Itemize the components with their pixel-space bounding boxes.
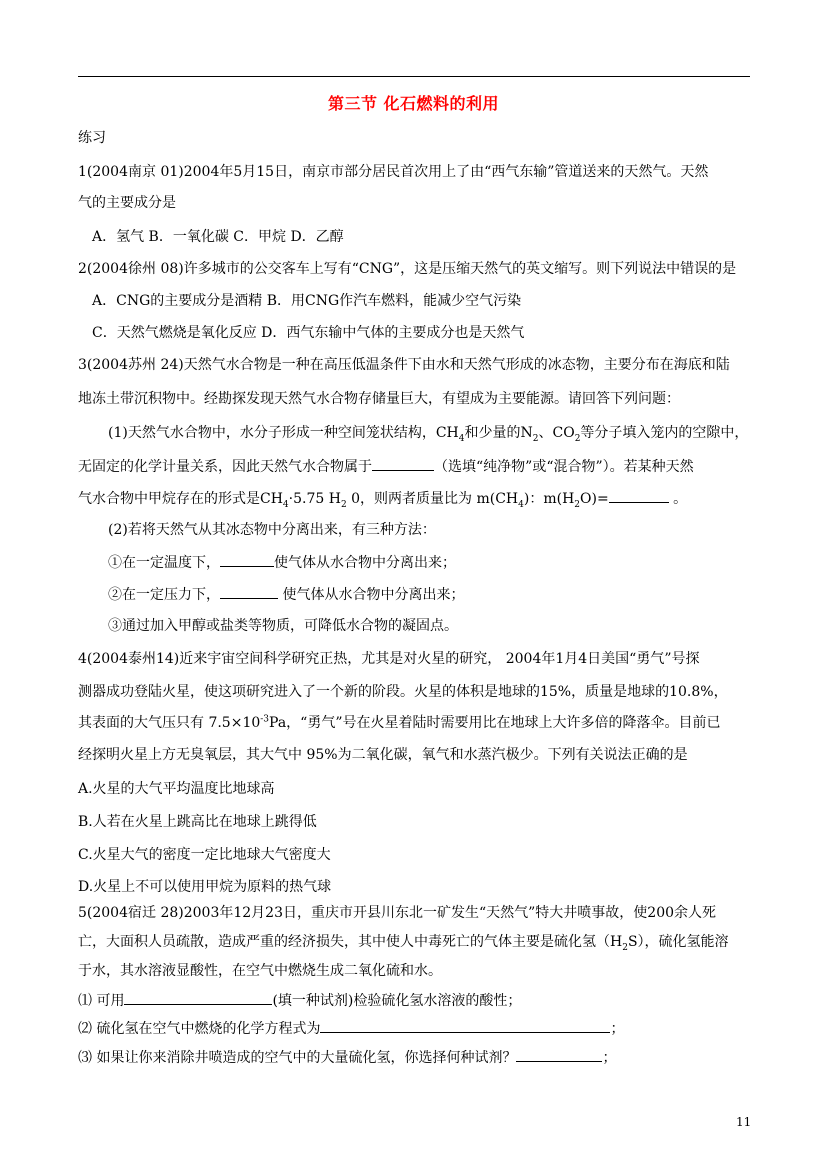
q4-line3-text-a: 其表面的大气压只有 7.5×10	[78, 715, 261, 731]
q3-line1: 3(2004苏州 24)天然气水合物是一种在高压低温条件下由水和天然气形成的冰态物，主要分布在海底和陆	[78, 357, 730, 373]
q3-p2-text-a: 无固定的化学计量关系，因此天然气水合物属于	[78, 459, 372, 475]
q3-part1-line3	[78, 488, 687, 508]
q2-options-cd: C．天然气燃烧是氧化反应 D．西气东输中气体的主要成分也是天然气	[92, 325, 525, 341]
answer-blank-equation[interactable]	[320, 1018, 610, 1033]
q3-p3-sub-2a: 2	[340, 499, 347, 510]
page-number: 11	[736, 1115, 752, 1129]
q3-method1	[108, 552, 456, 572]
q5-s3-text-b: ；	[602, 1050, 617, 1066]
section-label: 练习	[78, 130, 106, 146]
q3-p2-text-b: （选填“纯净物”或“混合物”）。若某种天然	[434, 459, 694, 475]
q3-p3-sub-4a: 4	[282, 499, 289, 510]
q1-options: A．氢气 B．一氧化碳 C．甲烷 D．乙醇	[92, 229, 344, 245]
q5-line1: 5(2004宿迁 28)2003年12月23日，重庆市开县川东北一矿发生“天然气”特大井喷事故，使200余人死	[78, 905, 717, 921]
q1-line1: 1(2004南京 01)2004年5月15日，南京市部分居民首次用上了由“西气东输”管道送来的天然气。天然	[78, 164, 709, 180]
page-title: 第三节 化石燃料的利用	[327, 94, 500, 113]
q3-p3-sub-2b: 2	[574, 499, 581, 510]
q4-line3	[78, 713, 721, 733]
q3-m2-text-a: ②在一定压力下，	[108, 587, 220, 603]
q1-line2: 气的主要成分是	[78, 195, 176, 211]
q3-m1-text-a: ①在一定温度下，	[108, 555, 220, 571]
q5-s2-text-b: ；	[610, 1021, 625, 1037]
q3-p3-text-b: ·5.75 H	[288, 491, 341, 507]
q5-sub1	[78, 990, 521, 1010]
answer-blank-mass-ratio[interactable]	[609, 488, 669, 503]
q5-s1-text-b: (填一种试剂)检验硫化氢水溶液的酸性；	[272, 993, 522, 1009]
q5-s3-text-a: ⑶ 如果让你来消除井喷造成的空气中的大量硫化氢，你选择何种试剂？	[78, 1050, 517, 1066]
q3-m2-text-b: 使气体从水合物中分离出来；	[278, 587, 465, 603]
q4-line4: 经探明火星上方无臭氧层，其大气中 95%为二氧化碳，氧气和水蒸汽极少。下列有关说法正确的是	[78, 747, 688, 763]
q4-option-c: C.火星大气的密度一定比地球大气密度大	[78, 847, 331, 863]
q3-p3-text-e: O)=	[580, 491, 609, 507]
answer-blank-reagent[interactable]	[124, 990, 272, 1005]
q3-p1-text-d: 等分子填入笼内的空隙中，	[580, 425, 749, 441]
q5-s2-text-a: ⑵ 硫化氢在空气中燃烧的化学方程式为	[78, 1021, 321, 1037]
answer-blank-substance-type[interactable]	[372, 456, 434, 471]
q3-p1-sub-4: 4	[458, 433, 465, 444]
q5-line2-text-b: S），硫化氢能溶	[627, 934, 729, 950]
q3-p3-text-a: 气水合物中甲烷存在的形式是CH	[78, 491, 283, 507]
q5-line2-sub-2: 2	[622, 942, 628, 953]
q3-p3-text-c: 0，则两者质量比为 m(CH	[346, 491, 519, 507]
q3-part1-line1	[108, 423, 748, 443]
q4-option-d: D.火星上不可以使用甲烷为原料的热气球	[78, 879, 332, 895]
q4-line1: 4(2004泰州14)近来宇宙空间科学研究正热，尤其是对火星的研究， 2004年1月4日美国“勇气”号探	[78, 651, 700, 667]
q4-exponent: -3	[260, 714, 270, 725]
header-rule	[78, 76, 750, 77]
q3-part1-line2	[78, 456, 694, 476]
q3-p3-text-f: 。	[668, 491, 688, 507]
q5-sub2	[78, 1018, 624, 1038]
q3-p1-text-b: 和少量的N	[464, 425, 533, 441]
q5-line2	[78, 932, 729, 952]
q3-p3-sub-4b: 4	[518, 499, 524, 510]
q4-option-b: B.人若在火星上跳高比在地球上跳得低	[78, 814, 317, 830]
q3-m1-text-b: 使气体从水合物中分离出来；	[274, 555, 456, 571]
q3-p1-text-a: (1)天然气水合物中，水分子形成一种空间笼状结构，CH	[108, 425, 459, 441]
q2-options-ab: A．CNG的主要成分是酒精 B．用CNG作汽车燃料，能减少空气污染	[92, 293, 522, 309]
q4-line2: 测器成功登陆火星，使这项研究进入了一个新的阶段。火星的体积是地球的15%，质量是地球的10.8%，	[78, 684, 728, 700]
q3-p3-text-d: )：m(H	[523, 491, 575, 507]
q5-s1-text-a: ⑴ 可用	[78, 993, 125, 1009]
q3-p1-sub-2a: 2	[532, 433, 539, 444]
answer-blank-method2[interactable]	[220, 584, 278, 599]
q2-line1: 2(2004徐州 08)许多城市的公交客车上写有“CNG”，这是压缩天然气的英文缩写。则下列说法中错误的是	[78, 261, 737, 277]
q3-method2	[108, 584, 464, 604]
q3-method3: ③通过加入甲醇或盐类等物质，可降低水合物的凝固点。	[108, 618, 458, 634]
q3-p1-text-c: 、CO	[538, 425, 575, 441]
q3-line2: 地冻土带沉积物中。经勘探发现天然气水合物存储量巨大，有望成为主要能源。请回答下列问题：	[78, 391, 680, 407]
q5-line2-text-a: 亡，大面积人员疏散，造成严重的经济损失，其中使人中毒死亡的气体主要是硫化氢（H	[78, 934, 623, 950]
q3-part2: (2)若将天然气从其冰态物中分离出来，有三种方法：	[108, 522, 436, 538]
answer-blank-method1[interactable]	[220, 552, 274, 567]
q3-p1-sub-2b: 2	[574, 433, 581, 444]
q4-option-a: A.火星的大气平均温度比地球高	[78, 781, 275, 797]
q4-line3-text-b: Pa，“勇气”号在火星着陆时需要用比在地球上大许多倍的降落伞。目前已	[269, 715, 721, 731]
answer-blank-neutralizer[interactable]	[516, 1047, 602, 1062]
q5-line3: 于水，其水溶液显酸性，在空气中燃烧生成二氧化硫和水。	[78, 963, 442, 979]
q5-sub3	[78, 1047, 616, 1067]
